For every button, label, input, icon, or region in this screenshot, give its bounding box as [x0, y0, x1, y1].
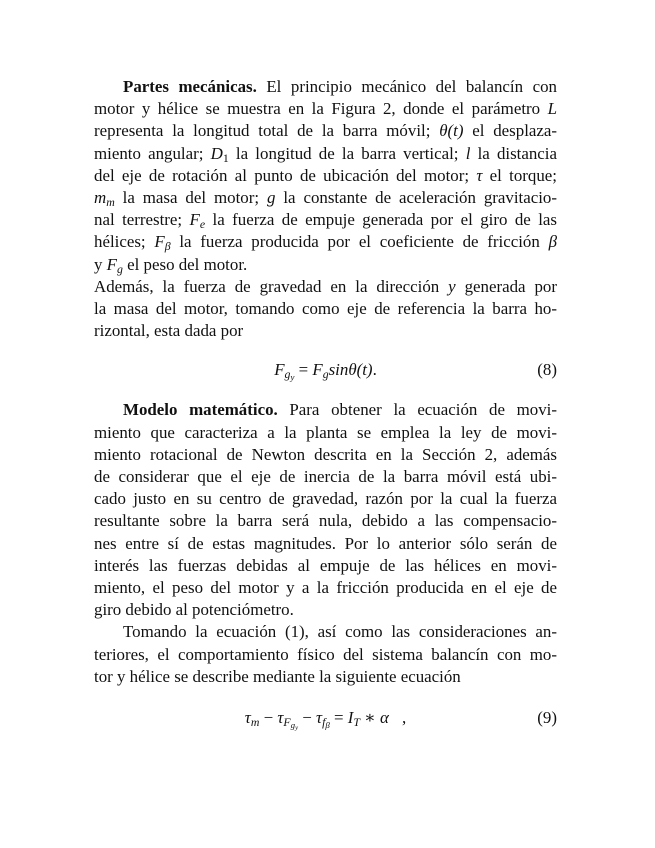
- var-g: g: [266, 187, 276, 207]
- text-line: tor y hélice se describe mediante la siguiente ecuación: [94, 666, 461, 686]
- text-line: miento que caracteriza a la planta se emplea la ley de movi-: [94, 422, 557, 442]
- text-line: cado justo en su centro de gravedad, razón por la cual la fuerza: [94, 489, 557, 509]
- equation-9: [94, 707, 557, 732]
- var-m: m: [94, 187, 107, 207]
- paragraph-equation-intro: [94, 621, 557, 688]
- text-line: del eje de rotación al punto de ubicación del motor; τ el torque;: [94, 165, 557, 185]
- equation-8-formula: $F_{g_y} = F_g\sin\theta(t)$.: [274, 360, 377, 383]
- text-line: Modelo matemático. Para obtener la ecuación de movi-: [123, 400, 557, 420]
- var-y: y: [448, 276, 456, 296]
- var-Fg: F: [106, 254, 117, 274]
- var-Fbeta: F: [154, 232, 165, 252]
- text-line: hélices; $F_\beta$ la fuerza producida por el coeficiente de fricción β: [94, 232, 558, 254]
- text-line: miento rotacional de Newton descrita en la Sección 2, además: [94, 444, 557, 464]
- text-line: $m_m$ la masa del motor; g la constante de aceleración gravitacio-: [94, 187, 557, 209]
- equation-9-number: (9): [537, 707, 557, 727]
- text-line: representa la longitud total de la barra móvil; θ(t) el desplaza-: [94, 121, 558, 141]
- text-line: la masa del motor, tomando como eje de referencia la barra ho-: [94, 298, 557, 318]
- text-line: de considerar que el eje de inercia de la barra móvil está ubi-: [94, 467, 557, 486]
- text-line: nal terrestre; $F_e$ la fuerza de empuje generada por el giro de las: [94, 210, 557, 232]
- var-L: L: [547, 99, 557, 119]
- text-line: Además, la fuerza de gravedad en la dirección y generada por: [94, 276, 557, 296]
- paragraph-mechanical-parts: [94, 76, 557, 276]
- text-line: Tomando la ecuación (1), así como las consideraciones an-: [123, 622, 557, 642]
- section-heading-mechanical: Partes mecánicas.: [123, 77, 257, 96]
- equation-8: [94, 359, 557, 381]
- var-tau: τ: [476, 165, 483, 185]
- var-D: D: [210, 143, 223, 163]
- text-line: nes entre sí de estas magnitudes. Por lo anterior sólo serán de: [94, 533, 557, 553]
- text-line: interés las fuerzas debidas al empuje de las hélices en movi-: [94, 555, 557, 575]
- text-line: motor y hélice se muestra en la Figura 2, donde el parámetro L: [94, 99, 557, 119]
- equation-8-number: (8): [537, 360, 557, 380]
- page-body: [94, 76, 558, 732]
- paragraph-gravity: [94, 276, 557, 343]
- text-line: giro debido al potenciómetro.: [94, 600, 294, 620]
- text-line: rizontal, esta dada por: [94, 321, 244, 341]
- var-beta: β: [548, 232, 558, 252]
- text-line: teriores, el comportamiento físico del sistema balancín con mo-: [94, 644, 557, 664]
- text-line: miento, el peso del motor y a la fricción producida en el eje de: [94, 577, 557, 597]
- equation-9-formula: $\tau_m - \tau_{F_{g_y}} - \tau_{f_\beta} = I_T$ ∗ α⃗,: [244, 707, 407, 732]
- var-theta: θ(t): [439, 121, 464, 141]
- text-line: y $F_g$ el peso del motor.: [94, 254, 248, 276]
- text-line: resultante sobre la barra será nula, debido a las compensacio-: [94, 511, 557, 531]
- paragraph-mathematical-model: [94, 399, 557, 621]
- var-l: l: [465, 143, 471, 163]
- text-line: Partes mecánicas. El principio mecánico del balancín con: [123, 77, 557, 96]
- var-Fe: F: [189, 210, 200, 230]
- section-heading-model: Modelo matemático.: [123, 400, 278, 420]
- text-line: miento angular; $D_1$ la longitud de la barra vertical; l la distancia: [94, 143, 557, 165]
